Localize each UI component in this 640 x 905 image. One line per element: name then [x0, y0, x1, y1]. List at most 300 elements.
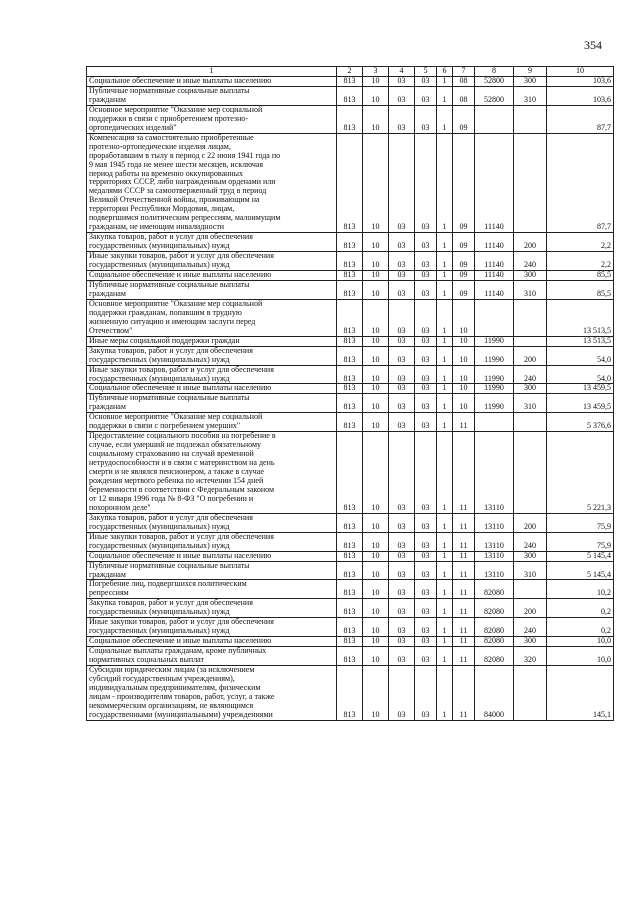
direction-code-cell: 13110 [475, 432, 514, 514]
subsection-code-cell: 03 [389, 252, 415, 271]
ministry-code-cell: 813 [337, 561, 363, 580]
table-row [87, 532, 614, 551]
measure-code-cell: 08 [453, 77, 475, 87]
expense-type-code-cell [514, 413, 547, 432]
program-code-cell: 03 [415, 666, 437, 721]
table-header [87, 67, 614, 77]
table-row [87, 637, 614, 647]
measure-code-cell: 11 [453, 551, 475, 561]
direction-code-cell: 82080 [475, 647, 514, 666]
direction-code-cell: 82080 [475, 599, 514, 618]
direction-code-cell [475, 299, 514, 336]
subprogram-code-cell: 1 [437, 618, 453, 637]
direction-code-cell: 11990 [475, 394, 514, 413]
expense-type-code-cell: 300 [514, 384, 547, 394]
section-code-cell: 10 [363, 280, 389, 299]
subprogram-code-cell: 1 [437, 561, 453, 580]
program-code-cell: 03 [415, 618, 437, 637]
amount-cell: 103,6 [547, 86, 614, 105]
row-name-cell: Иные закупки товаров, работ и услуг для обеспечения государственных (муниципальных) нужд [87, 532, 337, 551]
direction-code-cell: 11140 [475, 133, 514, 232]
row-name-cell: Закупка товаров, работ и услуг для обеспечения государственных (муниципальных) нужд [87, 599, 337, 618]
expense-type-code-cell: 310 [514, 86, 547, 105]
subprogram-code-cell: 1 [437, 105, 453, 133]
ministry-code-cell: 813 [337, 384, 363, 394]
program-code-cell: 03 [415, 365, 437, 384]
column-header: 8 [475, 67, 514, 77]
subprogram-code-cell: 1 [437, 599, 453, 618]
program-code-cell: 03 [415, 647, 437, 666]
program-code-cell: 03 [415, 271, 437, 281]
subsection-code-cell: 03 [389, 551, 415, 561]
measure-code-cell: 10 [453, 384, 475, 394]
amount-cell: 87,7 [547, 105, 614, 133]
direction-code-cell: 82080 [475, 580, 514, 599]
direction-code-cell: 11140 [475, 280, 514, 299]
subprogram-code-cell: 1 [437, 551, 453, 561]
program-code-cell: 03 [415, 299, 437, 336]
amount-cell: 0,2 [547, 618, 614, 637]
table-row [87, 133, 614, 232]
section-code-cell: 10 [363, 346, 389, 365]
subsection-code-cell: 03 [389, 532, 415, 551]
measure-code-cell: 11 [453, 432, 475, 514]
amount-cell: 85,5 [547, 280, 614, 299]
subsection-code-cell: 03 [389, 365, 415, 384]
ministry-code-cell: 813 [337, 513, 363, 532]
subprogram-code-cell: 1 [437, 532, 453, 551]
direction-code-cell: 11990 [475, 336, 514, 346]
subprogram-code-cell: 1 [437, 384, 453, 394]
section-code-cell: 10 [363, 86, 389, 105]
column-header: 3 [363, 67, 389, 77]
row-name-cell: Закупка товаров, работ и услуг для обеспечения государственных (муниципальных) нужд [87, 233, 337, 252]
table-row [87, 599, 614, 618]
ministry-code-cell: 813 [337, 105, 363, 133]
ministry-code-cell: 813 [337, 637, 363, 647]
expense-type-code-cell [514, 336, 547, 346]
section-code-cell: 10 [363, 299, 389, 336]
ministry-code-cell: 813 [337, 647, 363, 666]
page-number: 354 [584, 38, 602, 52]
row-name-cell: Публичные нормативные социальные выплаты гражданам [87, 561, 337, 580]
section-code-cell: 10 [363, 233, 389, 252]
measure-code-cell: 09 [453, 105, 475, 133]
row-name-cell: Основное мероприятие "Оказание мер социальной поддержки в связи с погребением умерших" [87, 413, 337, 432]
amount-cell: 75,9 [547, 532, 614, 551]
direction-code-cell: 82080 [475, 637, 514, 647]
direction-code-cell: 82080 [475, 618, 514, 637]
section-code-cell: 10 [363, 580, 389, 599]
subprogram-code-cell: 1 [437, 280, 453, 299]
program-code-cell: 03 [415, 599, 437, 618]
ministry-code-cell: 813 [337, 299, 363, 336]
table-row [87, 513, 614, 532]
subprogram-code-cell: 1 [437, 637, 453, 647]
direction-code-cell: 13110 [475, 551, 514, 561]
subsection-code-cell: 03 [389, 133, 415, 232]
section-code-cell: 10 [363, 666, 389, 721]
expense-type-code-cell: 300 [514, 637, 547, 647]
ministry-code-cell: 813 [337, 271, 363, 281]
program-code-cell: 03 [415, 86, 437, 105]
subsection-code-cell: 03 [389, 299, 415, 336]
subsection-code-cell: 03 [389, 432, 415, 514]
section-code-cell: 10 [363, 365, 389, 384]
section-code-cell: 10 [363, 77, 389, 87]
ministry-code-cell: 813 [337, 580, 363, 599]
column-header: 6 [437, 67, 453, 77]
measure-code-cell: 10 [453, 346, 475, 365]
row-name-cell: Иные закупки товаров, работ и услуг для обеспечения государственных (муниципальных) нужд [87, 365, 337, 384]
table-row [87, 252, 614, 271]
row-name-cell: Иные меры социальной поддержки граждан [87, 336, 337, 346]
expense-type-code-cell: 240 [514, 532, 547, 551]
row-name-cell: Иные закупки товаров, работ и услуг для обеспечения государственных (муниципальных) нужд [87, 252, 337, 271]
table-row [87, 580, 614, 599]
table-row [87, 432, 614, 514]
program-code-cell: 03 [415, 133, 437, 232]
subsection-code-cell: 03 [389, 637, 415, 647]
program-code-cell: 03 [415, 551, 437, 561]
section-code-cell: 10 [363, 133, 389, 232]
measure-code-cell: 11 [453, 561, 475, 580]
subprogram-code-cell: 1 [437, 252, 453, 271]
row-name-cell: Иные закупки товаров, работ и услуг для обеспечения государственных (муниципальных) нужд [87, 618, 337, 637]
row-name-cell: Компенсация за самостоятельно приобретенные протезно-ортопедические изделия лицам, проработавшим в тылу в период с 22 июня 1941 года по 9 мая 1945 года не менее шести месяцев, исключая период работы на временно оккупированных территориях СССР, либо награжденным орденами или медалями СССР за самоотверженный труд в период Великой Отечественной войны, проживающим на территории Республики Мордовия, лицам, подвергшимся политическим репрессиям, малоимущим гражданам, не имеющим инвалидности [87, 133, 337, 232]
column-header: 9 [514, 67, 547, 77]
subprogram-code-cell: 1 [437, 413, 453, 432]
program-code-cell: 03 [415, 384, 437, 394]
ministry-code-cell: 813 [337, 365, 363, 384]
section-code-cell: 10 [363, 271, 389, 281]
row-name-cell: Социальное обеспечение и иные выплаты населению [87, 271, 337, 281]
expense-type-code-cell: 310 [514, 394, 547, 413]
direction-code-cell [475, 413, 514, 432]
column-header: 7 [453, 67, 475, 77]
table-row [87, 86, 614, 105]
amount-cell: 5 376,6 [547, 413, 614, 432]
section-code-cell: 10 [363, 561, 389, 580]
subsection-code-cell: 03 [389, 280, 415, 299]
section-code-cell: 10 [363, 532, 389, 551]
expense-type-code-cell [514, 299, 547, 336]
program-code-cell: 03 [415, 280, 437, 299]
program-code-cell: 03 [415, 513, 437, 532]
ministry-code-cell: 813 [337, 252, 363, 271]
table-row [87, 666, 614, 721]
expense-type-code-cell: 200 [514, 513, 547, 532]
program-code-cell: 03 [415, 432, 437, 514]
section-code-cell: 10 [363, 618, 389, 637]
amount-cell: 10,0 [547, 647, 614, 666]
expense-type-code-cell: 240 [514, 365, 547, 384]
measure-code-cell: 11 [453, 666, 475, 721]
expense-type-code-cell [514, 432, 547, 514]
subprogram-code-cell: 1 [437, 666, 453, 721]
ministry-code-cell: 813 [337, 394, 363, 413]
row-name-cell: Погребение лиц, подвергшихся политическим репрессиям [87, 580, 337, 599]
subprogram-code-cell: 1 [437, 299, 453, 336]
program-code-cell: 03 [415, 233, 437, 252]
subprogram-code-cell: 1 [437, 647, 453, 666]
section-code-cell: 10 [363, 394, 389, 413]
measure-code-cell: 09 [453, 133, 475, 232]
subprogram-code-cell: 1 [437, 86, 453, 105]
program-code-cell: 03 [415, 580, 437, 599]
measure-code-cell: 11 [453, 532, 475, 551]
section-code-cell: 10 [363, 336, 389, 346]
amount-cell: 13 459,5 [547, 384, 614, 394]
section-code-cell: 10 [363, 551, 389, 561]
table-row [87, 77, 614, 87]
direction-code-cell: 13110 [475, 561, 514, 580]
measure-code-cell: 09 [453, 252, 475, 271]
section-code-cell: 10 [363, 384, 389, 394]
row-name-cell: Субсидии юридическим лицам (за исключением субсидий государственным учреждениям), индивидуальным предпринимателям, физическим лицам - производителям товаров, работ, услуг, а также некоммерческим организациям, не являющимся государственными (муниципальными) учреждениями [87, 666, 337, 721]
subprogram-code-cell: 1 [437, 513, 453, 532]
row-name-cell: Социальное обеспечение и иные выплаты населению [87, 384, 337, 394]
expense-type-code-cell: 320 [514, 647, 547, 666]
ministry-code-cell: 813 [337, 413, 363, 432]
amount-cell: 54,0 [547, 365, 614, 384]
table-row [87, 105, 614, 133]
expense-type-code-cell: 300 [514, 77, 547, 87]
subsection-code-cell: 03 [389, 346, 415, 365]
expense-type-code-cell [514, 105, 547, 133]
table-row [87, 299, 614, 336]
ministry-code-cell: 813 [337, 346, 363, 365]
table-row [87, 394, 614, 413]
ministry-code-cell: 813 [337, 618, 363, 637]
program-code-cell: 03 [415, 637, 437, 647]
subsection-code-cell: 03 [389, 394, 415, 413]
measure-code-cell: 11 [453, 618, 475, 637]
table-row [87, 647, 614, 666]
expense-type-code-cell: 300 [514, 271, 547, 281]
measure-code-cell: 10 [453, 365, 475, 384]
ministry-code-cell: 813 [337, 77, 363, 87]
row-name-cell: Основное мероприятие "Оказание мер социальной поддержки в связи с приобретением протезно- ортопедических изделий" [87, 105, 337, 133]
direction-code-cell: 52800 [475, 77, 514, 87]
column-header: 10 [547, 67, 614, 77]
amount-cell: 87,7 [547, 133, 614, 232]
row-name-cell: Закупка товаров, работ и услуг для обеспечения государственных (муниципальных) нужд [87, 346, 337, 365]
expense-type-code-cell [514, 666, 547, 721]
expense-type-code-cell: 200 [514, 233, 547, 252]
ministry-code-cell: 813 [337, 599, 363, 618]
section-code-cell: 10 [363, 647, 389, 666]
amount-cell: 5 221,3 [547, 432, 614, 514]
ministry-code-cell: 813 [337, 86, 363, 105]
subprogram-code-cell: 1 [437, 432, 453, 514]
table-row [87, 271, 614, 281]
row-name-cell: Социальные выплаты гражданам, кроме публичных нормативных социальных выплат [87, 647, 337, 666]
table-row [87, 365, 614, 384]
subsection-code-cell: 03 [389, 647, 415, 666]
amount-cell: 5 145,4 [547, 551, 614, 561]
measure-code-cell: 11 [453, 599, 475, 618]
direction-code-cell: 52800 [475, 86, 514, 105]
ministry-code-cell: 813 [337, 336, 363, 346]
subprogram-code-cell: 1 [437, 133, 453, 232]
subsection-code-cell: 03 [389, 271, 415, 281]
table-row [87, 336, 614, 346]
section-code-cell: 10 [363, 513, 389, 532]
direction-code-cell: 11990 [475, 384, 514, 394]
program-code-cell: 03 [415, 532, 437, 551]
amount-cell: 75,9 [547, 513, 614, 532]
subprogram-code-cell: 1 [437, 336, 453, 346]
measure-code-cell: 11 [453, 637, 475, 647]
subsection-code-cell: 03 [389, 233, 415, 252]
section-code-cell: 10 [363, 413, 389, 432]
measure-code-cell: 08 [453, 86, 475, 105]
program-code-cell: 03 [415, 252, 437, 271]
section-code-cell: 10 [363, 432, 389, 514]
measure-code-cell: 09 [453, 233, 475, 252]
subsection-code-cell: 03 [389, 413, 415, 432]
row-name-cell: Публичные нормативные социальные выплаты гражданам [87, 394, 337, 413]
amount-cell: 103,6 [547, 77, 614, 87]
row-name-cell: Социальное обеспечение и иные выплаты населению [87, 637, 337, 647]
measure-code-cell: 10 [453, 299, 475, 336]
section-code-cell: 10 [363, 252, 389, 271]
ministry-code-cell: 813 [337, 551, 363, 561]
direction-code-cell: 84000 [475, 666, 514, 721]
row-name-cell: Социальное обеспечение и иные выплаты населению [87, 551, 337, 561]
expense-type-code-cell: 240 [514, 618, 547, 637]
expense-type-code-cell: 310 [514, 561, 547, 580]
subsection-code-cell: 03 [389, 580, 415, 599]
amount-cell: 5 145,4 [547, 561, 614, 580]
budget-table [86, 66, 614, 721]
amount-cell: 145,1 [547, 666, 614, 721]
measure-code-cell: 11 [453, 647, 475, 666]
measure-code-cell: 11 [453, 580, 475, 599]
ministry-code-cell: 813 [337, 532, 363, 551]
measure-code-cell: 11 [453, 413, 475, 432]
column-header: 2 [337, 67, 363, 77]
expense-type-code-cell: 240 [514, 252, 547, 271]
program-code-cell: 03 [415, 105, 437, 133]
row-name-cell: Предоставление социального пособия на погребение в случае, если умерший не подлежал обязательному социальному страхованию на случай временной нетрудоспособности и в связи с материнством на день смерти и не являлся пенсионером, а также в случае рождения мертвого ребенка по истечении 154 дней беременности в соответствии с Федеральным законом от 12 января 1996 года № 8-ФЗ "О погребении и похоронном деле" [87, 432, 337, 514]
amount-cell: 10,0 [547, 637, 614, 647]
direction-code-cell: 11140 [475, 252, 514, 271]
measure-code-cell: 10 [453, 336, 475, 346]
expense-type-code-cell [514, 580, 547, 599]
table-row [87, 413, 614, 432]
subsection-code-cell: 03 [389, 513, 415, 532]
amount-cell: 54,0 [547, 346, 614, 365]
row-name-cell: Закупка товаров, работ и услуг для обеспечения государственных (муниципальных) нужд [87, 513, 337, 532]
column-header: 1 [87, 67, 337, 77]
expense-type-code-cell: 200 [514, 599, 547, 618]
direction-code-cell: 11140 [475, 271, 514, 281]
section-code-cell: 10 [363, 105, 389, 133]
measure-code-cell: 09 [453, 280, 475, 299]
subprogram-code-cell: 1 [437, 233, 453, 252]
section-code-cell: 10 [363, 637, 389, 647]
subsection-code-cell: 03 [389, 599, 415, 618]
subprogram-code-cell: 1 [437, 271, 453, 281]
amount-cell: 13 459,5 [547, 394, 614, 413]
table-row [87, 561, 614, 580]
program-code-cell: 03 [415, 394, 437, 413]
measure-code-cell: 10 [453, 394, 475, 413]
direction-code-cell: 11140 [475, 233, 514, 252]
subsection-code-cell: 03 [389, 561, 415, 580]
amount-cell: 85,5 [547, 271, 614, 281]
row-name-cell: Основное мероприятие "Оказание мер социальной поддержки гражданам, попавшим в трудную жизненную ситуацию и имеющим заслуги перед Отечеством" [87, 299, 337, 336]
direction-code-cell: 13110 [475, 532, 514, 551]
expense-type-code-cell [514, 133, 547, 232]
amount-cell: 0,2 [547, 599, 614, 618]
program-code-cell: 03 [415, 561, 437, 580]
program-code-cell: 03 [415, 336, 437, 346]
amount-cell: 2,2 [547, 233, 614, 252]
ministry-code-cell: 813 [337, 432, 363, 514]
program-code-cell: 03 [415, 413, 437, 432]
section-code-cell: 10 [363, 599, 389, 618]
table-row [87, 346, 614, 365]
subprogram-code-cell: 1 [437, 365, 453, 384]
expense-type-code-cell: 300 [514, 551, 547, 561]
subsection-code-cell: 03 [389, 336, 415, 346]
subsection-code-cell: 03 [389, 105, 415, 133]
table-row [87, 280, 614, 299]
expense-type-code-cell: 310 [514, 280, 547, 299]
row-name-cell: Публичные нормативные социальные выплаты гражданам [87, 86, 337, 105]
column-header: 5 [415, 67, 437, 77]
column-number-row [87, 67, 614, 77]
subprogram-code-cell: 1 [437, 394, 453, 413]
expense-type-code-cell: 200 [514, 346, 547, 365]
program-code-cell: 03 [415, 346, 437, 365]
table-row [87, 551, 614, 561]
amount-cell: 10,2 [547, 580, 614, 599]
table-body [87, 77, 614, 721]
subsection-code-cell: 03 [389, 77, 415, 87]
direction-code-cell: 11990 [475, 365, 514, 384]
direction-code-cell: 13110 [475, 513, 514, 532]
subprogram-code-cell: 1 [437, 580, 453, 599]
ministry-code-cell: 813 [337, 666, 363, 721]
amount-cell: 13 513,5 [547, 336, 614, 346]
amount-cell: 13 513,5 [547, 299, 614, 336]
direction-code-cell [475, 105, 514, 133]
row-name-cell: Социальное обеспечение и иные выплаты населению [87, 77, 337, 87]
direction-code-cell: 11990 [475, 346, 514, 365]
subsection-code-cell: 03 [389, 384, 415, 394]
ministry-code-cell: 813 [337, 233, 363, 252]
table-row [87, 384, 614, 394]
amount-cell: 2,2 [547, 252, 614, 271]
measure-code-cell: 11 [453, 513, 475, 532]
table-row [87, 618, 614, 637]
ministry-code-cell: 813 [337, 133, 363, 232]
subprogram-code-cell: 1 [437, 346, 453, 365]
row-name-cell: Публичные нормативные социальные выплаты гражданам [87, 280, 337, 299]
subprogram-code-cell: 1 [437, 77, 453, 87]
table-row [87, 233, 614, 252]
subsection-code-cell: 03 [389, 86, 415, 105]
ministry-code-cell: 813 [337, 280, 363, 299]
column-header: 4 [389, 67, 415, 77]
measure-code-cell: 09 [453, 271, 475, 281]
subsection-code-cell: 03 [389, 666, 415, 721]
subsection-code-cell: 03 [389, 618, 415, 637]
